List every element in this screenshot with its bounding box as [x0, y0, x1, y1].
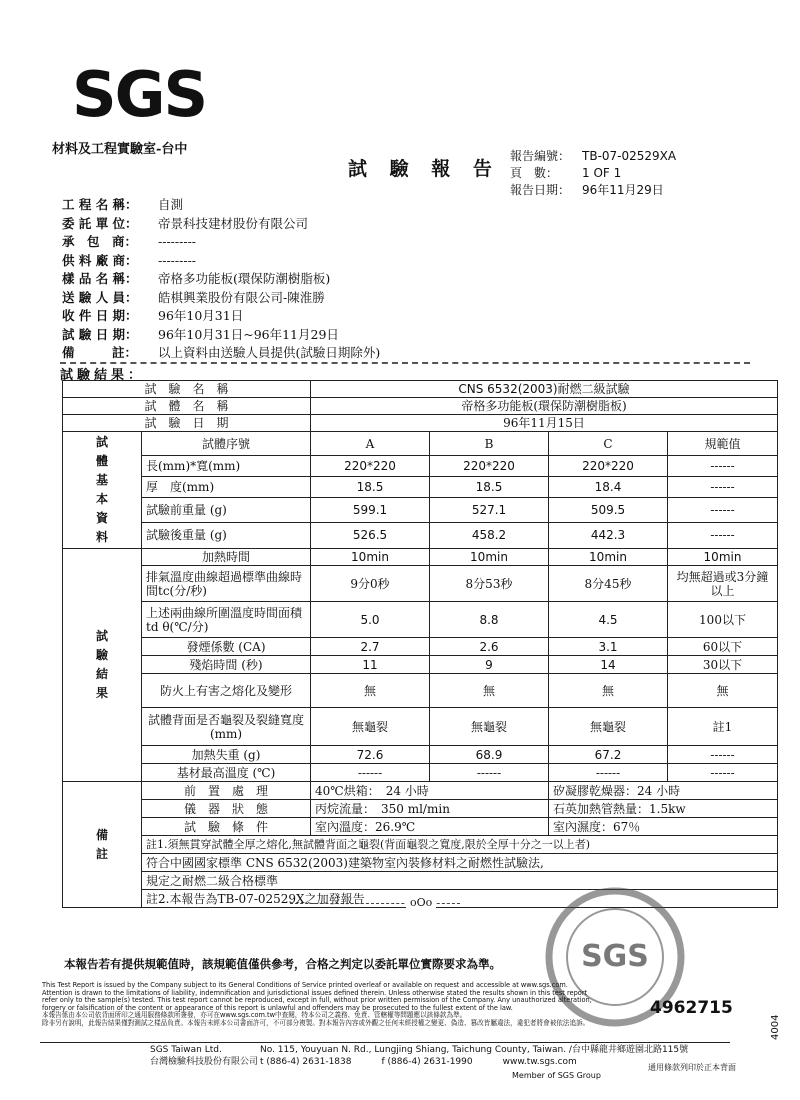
- table-row: [63, 708, 778, 746]
- cell: 18.5: [430, 477, 549, 498]
- cell: 均無超過或3分鐘以上: [668, 566, 778, 602]
- stamp-logo-text: SGS: [581, 939, 649, 974]
- cell: 2.6: [430, 638, 549, 656]
- row-label: 長(mm)*寬(mm): [142, 456, 311, 477]
- section-test-results: [63, 549, 142, 782]
- field-value: 96年10月31日~96年11月29日: [158, 326, 339, 342]
- header-cell: 試體序號: [142, 432, 311, 456]
- fineprint-line: Attention is drawn to the limitations of liability, indemnification and jurisdictional issues defined therein. Unless otherwise stated the results shown in this test report: [42, 988, 588, 997]
- table-row: [63, 782, 778, 800]
- section-char: 試: [95, 629, 108, 643]
- row-label: 發煙係數 (CA): [142, 638, 311, 656]
- row-label: 試驗前重量 (g): [142, 498, 311, 522]
- cell: 11: [311, 656, 430, 674]
- disclaimer: 本報告若有提供規範值時，該規範值僅供參考，合格之判定以委託單位實際要求為準。: [64, 957, 501, 971]
- meta-label: 報告日期：: [510, 183, 571, 197]
- cell: 矽凝膠乾燥器：24 小時: [549, 782, 778, 800]
- cell: 599.1: [311, 498, 430, 522]
- cell: ------: [668, 746, 778, 764]
- field-label: 收 件 日 期：: [62, 308, 138, 323]
- lab-name: 材料及工程實驗室-台中: [52, 142, 188, 157]
- field-value: ---------: [158, 252, 197, 268]
- cell: 無: [668, 674, 778, 708]
- meta-row-pages: [510, 165, 676, 182]
- row-label: 儀 器 狀 態: [142, 800, 311, 818]
- fineprint-line: 除非另有說明，此報告結果僅對測試之樣品負責。本報告未經本公司書面許可，不可部分複製。對本報告內容或外觀之任何未經授權之變更、偽造、篡改皆屬違法，違犯者將會被依法追訴。: [42, 1018, 590, 1027]
- note-line: 註2.本報告為TB-07-02529X之加發報告: [142, 890, 778, 908]
- field-label: 樣 品 名 稱：: [62, 271, 138, 286]
- field-label: 供 料 廠 商：: [62, 252, 138, 268]
- company-website: www.tw.sgs.com: [502, 1057, 577, 1067]
- cell: 10min: [430, 549, 549, 566]
- table-row: [63, 549, 778, 566]
- cell: 60以下: [668, 638, 778, 656]
- cell: 68.9: [430, 746, 549, 764]
- company-phone: t (886-4) 2631-1838: [260, 1057, 352, 1067]
- field-label: 承 包 商：: [62, 234, 138, 249]
- cell: 4.5: [549, 602, 668, 638]
- field-label: 委 託 單 位：: [62, 215, 138, 231]
- cell: 527.1: [430, 498, 549, 522]
- note-line: 註1.須無貫穿試體全厚之熔化,無試體背面之龜裂(背面龜裂之寬度,限於全厚十分之一以上者): [142, 836, 778, 854]
- field-value: 自測: [158, 197, 184, 212]
- fineprint-line: forgery or falsification of the content or appearance of this report is unlawful and offenders may be prosecuted to the fullest extent of the law.: [42, 1003, 513, 1012]
- company-name-zh: 台灣檢驗科技股份有限公司: [150, 1057, 259, 1067]
- cell: 100以下: [668, 602, 778, 638]
- field-row: [62, 344, 380, 363]
- report-meta: [510, 148, 676, 199]
- cell: 220*220: [549, 456, 668, 477]
- cell: 30以下: [668, 656, 778, 674]
- table-row: [63, 836, 778, 854]
- section-char: 驗: [95, 648, 108, 662]
- meta-value: 96年11月29日: [582, 183, 664, 197]
- section-char: 基: [95, 473, 108, 487]
- table-row: [63, 638, 778, 656]
- cell: 509.5: [549, 498, 668, 522]
- field-value: 96年10月31日: [158, 308, 244, 323]
- field-row: [62, 270, 380, 289]
- table-row: [63, 656, 778, 674]
- cell: ------: [430, 764, 549, 782]
- test-date-value: 96年11月15日: [311, 415, 778, 432]
- header-cell: A: [311, 432, 430, 456]
- row-label: 試 驗 條 件: [142, 818, 311, 836]
- cell: 10min: [549, 549, 668, 566]
- company-address: No. 115, Youyuan N. Rd., Lungjing Shiang, Taichung County, Taiwan. /台中縣龍井鄉遊園北路115號: [260, 1045, 689, 1055]
- cell: 無龜裂: [311, 708, 430, 746]
- section-notes: [63, 782, 142, 908]
- row-label: 前 置 處 理: [142, 782, 311, 800]
- sgs-logo: SGS: [72, 58, 207, 131]
- cell: 526.5: [311, 522, 430, 549]
- document-title: 試 驗 報 告: [348, 158, 500, 180]
- cell: ------: [549, 764, 668, 782]
- cell: 8分53秒: [430, 566, 549, 602]
- cell: 無: [549, 674, 668, 708]
- table-row: [63, 432, 778, 456]
- table-row: [63, 764, 778, 782]
- table-row: [63, 498, 778, 522]
- section-divider: [60, 362, 750, 364]
- cell: 丙烷流量： 350 ml/min: [311, 800, 549, 818]
- footer-address: [260, 1044, 700, 1068]
- cell: 無: [430, 674, 549, 708]
- cell: 10min: [668, 549, 778, 566]
- table-row: [63, 415, 778, 432]
- results-table: [62, 380, 778, 908]
- section-char: 註: [95, 846, 108, 861]
- cell: 14: [549, 656, 668, 674]
- cell: ------: [668, 456, 778, 477]
- field-value: ---------: [158, 234, 197, 249]
- cell: ------: [311, 764, 430, 782]
- cell: 18.5: [311, 477, 430, 498]
- cell: 2.7: [311, 638, 430, 656]
- section-char: 料: [95, 530, 108, 544]
- header-cell: 規範值: [668, 432, 778, 456]
- cell: 8.8: [430, 602, 549, 638]
- cell: 無龜裂: [549, 708, 668, 746]
- report-fields: [62, 196, 380, 363]
- table-row: [63, 746, 778, 764]
- cell: 18.4: [549, 477, 668, 498]
- table-row: [63, 800, 778, 818]
- table-row: [63, 381, 778, 398]
- section-char: 結: [95, 667, 108, 681]
- row-label: 上述兩曲線所圍溫度時間面積td θ(℃/分): [142, 602, 311, 638]
- field-row: [62, 215, 380, 234]
- field-value: 皓棋興業股份有限公司-陳淮勝: [158, 289, 325, 305]
- row-label: 殘焰時間 (秒): [142, 656, 311, 674]
- table-row: [63, 522, 778, 549]
- field-value: 以上資料由送驗人員提供(試驗日期除外): [158, 345, 381, 360]
- field-row: [62, 252, 380, 271]
- serial-number: 4962715: [650, 998, 733, 1018]
- meta-row-report-no: [510, 148, 676, 165]
- row-label: 厚 度(mm): [142, 477, 311, 498]
- field-row: [62, 289, 380, 308]
- field-row: [62, 196, 380, 215]
- cell: 220*220: [311, 456, 430, 477]
- cell: 3.1: [549, 638, 668, 656]
- row-label: 基材最高溫度 (℃): [142, 764, 311, 782]
- row-label: 加熱時間: [142, 549, 311, 566]
- field-row: [62, 233, 380, 252]
- cell: 無龜裂: [430, 708, 549, 746]
- note-line: 符合中國國家標準 CNS 6532(2003)建築物室內裝修材料之耐燃性試驗法,: [142, 854, 778, 872]
- section-char: 體: [95, 454, 108, 468]
- table-row: [63, 398, 778, 415]
- cell: 67.2: [549, 746, 668, 764]
- field-label: 送 驗 人 員：: [62, 289, 138, 305]
- field-label: 工 程 名 稱：: [62, 197, 138, 212]
- field-row: [62, 326, 380, 345]
- header-cell: C: [549, 432, 668, 456]
- cell: 註1: [668, 708, 778, 746]
- cell: 室內溫度：26.9℃: [311, 818, 549, 836]
- cell: 72.6: [311, 746, 430, 764]
- fineprint-line: refer only to the sample(s) tested. This test report cannot be reproduced, except in full, without prior written permission of the Company. Any unauthorized alteration,: [42, 996, 592, 1005]
- row-label: 加熱失重 (g): [142, 746, 311, 764]
- table-row: [63, 456, 778, 477]
- meta-row-date: [510, 182, 676, 199]
- section-char: 資: [95, 511, 108, 525]
- cell: 室內濕度：67％: [549, 818, 778, 836]
- cell: ------: [668, 477, 778, 498]
- test-name-value: CNS 6532(2003)耐燃二級試驗: [311, 381, 778, 398]
- meta-label: 頁 數：: [510, 166, 559, 180]
- test-date-label: 試 驗 日 期: [63, 415, 311, 432]
- row-label: 試驗後重量 (g): [142, 522, 311, 549]
- cell: 無: [311, 674, 430, 708]
- cell: 9分0秒: [311, 566, 430, 602]
- specimen-value: 帝格多功能板(環保防潮樹脂板): [311, 398, 778, 415]
- row-label: 排氣溫度曲線超過標準曲線時間tc(分/秒): [142, 566, 311, 602]
- table-row: [63, 566, 778, 602]
- table-row: [63, 818, 778, 836]
- specimen-label: 試 體 名 稱: [63, 398, 311, 415]
- section-char: 本: [95, 492, 108, 506]
- results-heading: 試驗結果：: [60, 368, 146, 383]
- field-label: 試 驗 日 期：: [62, 326, 138, 342]
- field-value: 帝格多功能板(環保防潮樹脂板): [158, 271, 331, 286]
- cell: 458.2: [430, 522, 549, 549]
- cell: 石英加熱管熱量：1.5kw: [549, 800, 778, 818]
- row-label: 防火上有害之熔化及變形: [142, 674, 311, 708]
- footer-rule: [40, 1042, 730, 1043]
- cell: 220*220: [430, 456, 549, 477]
- side-number: 4004: [770, 1014, 781, 1040]
- footer-note: 通用條款列印於正本背面: [648, 1063, 736, 1072]
- cell: ------: [668, 764, 778, 782]
- table-row: [63, 602, 778, 638]
- section-char: 果: [95, 686, 108, 700]
- member-of-sgs: Member of SGS Group: [512, 1071, 601, 1080]
- header-cell: B: [430, 432, 549, 456]
- cell: 442.3: [549, 522, 668, 549]
- cell: 9: [430, 656, 549, 674]
- cell: 40℃烘箱： 24 小時: [311, 782, 549, 800]
- fineprint-line: 本報告係由本公司依背面所印之通用服務條款所簽發，亦可在www.sgs.com.tw中查閱，特本公司之義務、免責、管轄權等問題應以該條款為準。: [42, 1011, 467, 1020]
- fineprint-line: This Test Report is issued by the Company subject to its General Conditions of Service printed overleaf or available on request and accessible at www.sgs.com.: [42, 981, 568, 989]
- meta-value: 1 OF 1: [582, 166, 622, 180]
- meta-label: 報告編號：: [510, 149, 571, 163]
- field-value: 帝景科技建材股份有限公司: [158, 215, 309, 231]
- field-row: [62, 307, 380, 326]
- field-label: 備 註：: [62, 345, 138, 360]
- company-name-en: SGS Taiwan Ltd.: [150, 1045, 222, 1055]
- section-char: 試: [95, 435, 108, 449]
- table-row: [63, 674, 778, 708]
- section-basic-data: [63, 432, 142, 549]
- end-mark: oOo: [406, 896, 436, 909]
- meta-value: TB-07-02529XA: [582, 149, 677, 163]
- cell: 5.0: [311, 602, 430, 638]
- note-line: 規定之耐燃二級合格標準: [142, 872, 778, 890]
- legal-fineprint: [42, 982, 642, 1028]
- footer-company: [150, 1044, 258, 1068]
- cell: ------: [668, 498, 778, 522]
- test-name-label: 試 驗 名 稱: [63, 381, 311, 398]
- table-row: [63, 477, 778, 498]
- cell: ------: [668, 522, 778, 549]
- cell: 8分45秒: [549, 566, 668, 602]
- cell: 10min: [311, 549, 430, 566]
- row-label: 試體背面是否龜裂及裂縫寬度 (mm): [142, 708, 311, 746]
- section-char: 備: [95, 827, 108, 842]
- table-row: [63, 854, 778, 872]
- company-fax: f (886-4) 2631-1990: [381, 1057, 473, 1067]
